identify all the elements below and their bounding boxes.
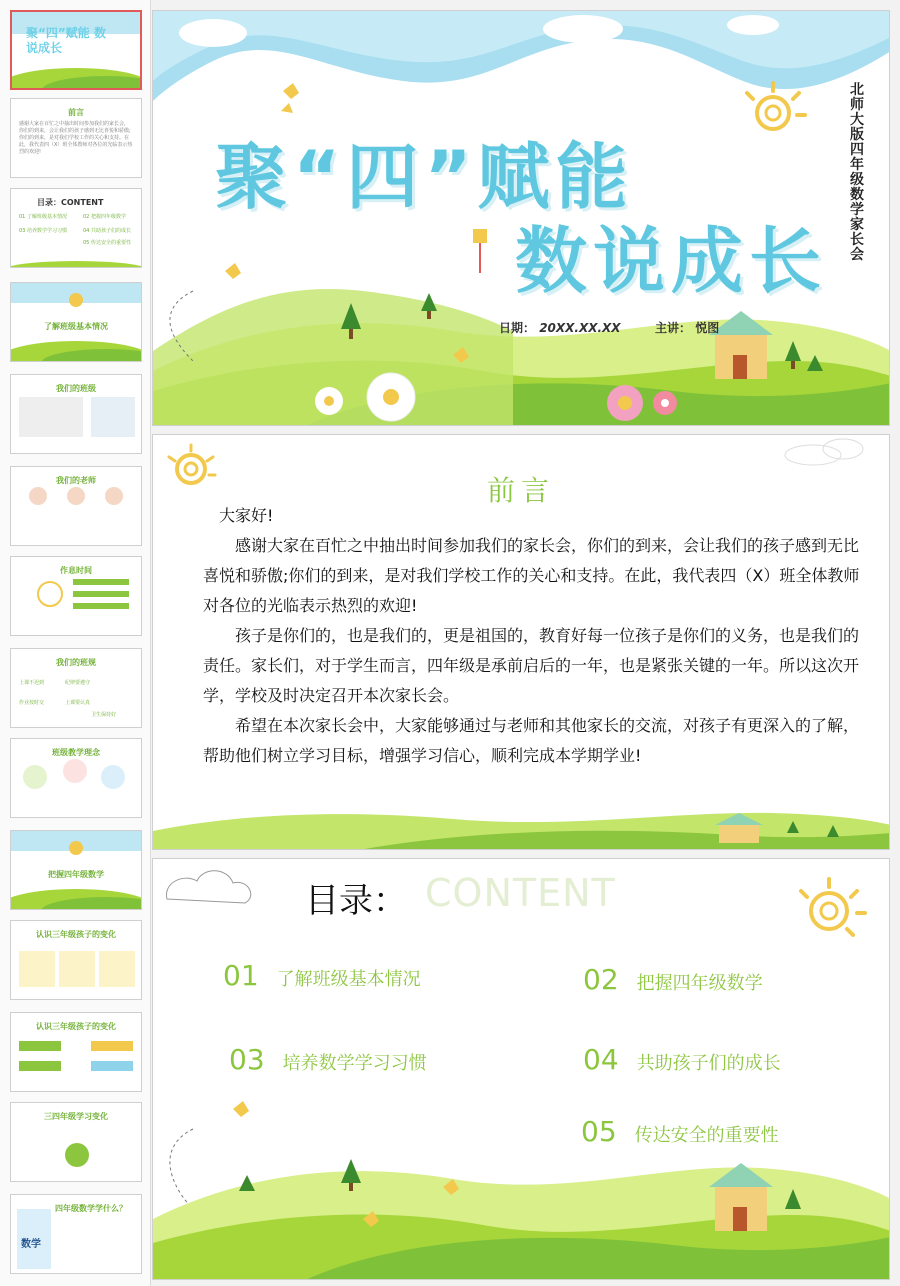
- contents-item-label: 把握四年级数学: [636, 973, 763, 994]
- contents-item-number: 04: [583, 1043, 619, 1076]
- cover-title-line2: 数说成长: [515, 219, 828, 303]
- thumb-title: 我们的班规: [56, 658, 96, 667]
- contents-item-2[interactable]: [583, 963, 763, 996]
- slide-thumbnail-5[interactable]: [10, 374, 142, 454]
- contents-item-label: 传达安全的重要性: [634, 1125, 779, 1146]
- contents-item-1[interactable]: [223, 959, 421, 992]
- thumb-rule: 纪律要遵守: [65, 680, 91, 686]
- thumb-title: 认识三年级孩子的变化: [36, 1022, 116, 1031]
- slide-thumbnail-13[interactable]: [10, 1102, 142, 1182]
- cover-date-value: 20XX.XX.XX: [539, 321, 621, 335]
- preface-paragraph: 孩子是你们的，也是我们的，更是祖国的，教育好每一位孩子是你们的义务，也是我们的责任。家长们，对于学生而言，四年级是承前启后的一年，也是紧张关键的一年。所以这次开学，学校及时决定召开本次家长会。: [203, 626, 860, 705]
- slide-thumbnail-7[interactable]: [10, 556, 142, 636]
- thumb-title: 认识三年级孩子的变化: [36, 930, 116, 939]
- slide-thumbnail-panel: [0, 0, 151, 1286]
- slide-cover[interactable]: [152, 10, 890, 426]
- cover-title-line1: 聚“四”赋能: [215, 135, 634, 219]
- slide-thumbnail-12[interactable]: [10, 1012, 142, 1092]
- thumb-title: 我们的班级: [56, 384, 96, 393]
- thumb-toc-row: 01 了解班级基本情况: [19, 214, 67, 220]
- thumb-book-label: 数学: [21, 1239, 41, 1250]
- contents-item-number: 01: [223, 959, 259, 992]
- thumb-title: 了解班级基本情况: [44, 322, 108, 331]
- cover-date: [499, 319, 621, 336]
- slide-thumbnail-1[interactable]: [10, 10, 142, 90]
- contents-item-label: 培养数学学习习惯: [282, 1053, 427, 1074]
- thumb-rule: 卫生保持好: [91, 712, 117, 718]
- preface-greeting: 大家好!: [219, 506, 274, 525]
- contents-item-label: 了解班级基本情况: [276, 969, 421, 990]
- thumb-toc-row: 04 共助孩子们的成长: [83, 228, 131, 234]
- thumb-rule: 上课不迟到: [19, 680, 45, 686]
- thumb-title: 作息时间: [60, 566, 92, 575]
- thumb-toc-row: 05 传达安全的重要性: [83, 240, 131, 246]
- preface-body: [203, 501, 873, 771]
- thumb-title: 班级教学理念: [52, 748, 100, 757]
- thumb-title: 四年级数学学什么？: [55, 1204, 127, 1213]
- thumb-title: 前言: [68, 108, 84, 117]
- preface-title: 前言: [486, 474, 555, 507]
- thumb-toc-row: 03 培养数学学习习惯: [19, 228, 67, 234]
- thumb-title: 聚“四”赋能 数说成长: [26, 26, 106, 55]
- slide-thumbnail-14[interactable]: [10, 1194, 142, 1274]
- thumb-title: 三四年级学习变化: [44, 1112, 108, 1121]
- thumb-text: 感谢大家在百忙之中抽出时间参加我们的家长会，你们的到来，会让我们的孩子感到无比喜悦和骄傲;你们的到来，是对我们学校工作的关心和支持。在此，我代表四（X）班全体教师对各位的光临表示热烈的欢迎!: [19, 121, 133, 155]
- slide-thumbnail-4[interactable]: [10, 282, 142, 362]
- slide-thumbnail-2[interactable]: [10, 98, 142, 178]
- contents-item-label: 共助孩子们的成长: [636, 1053, 781, 1074]
- contents-heading: 目录：: [305, 881, 407, 921]
- contents-item-5[interactable]: [581, 1115, 779, 1148]
- contents-item-4[interactable]: [583, 1043, 781, 1076]
- contents-item-number: 03: [229, 1043, 265, 1076]
- slide-thumbnail-3[interactable]: [10, 188, 142, 268]
- cover-date-label: 日期：: [499, 321, 536, 335]
- cover-speaker-label: 主讲：: [655, 321, 692, 335]
- slide-thumbnail-6[interactable]: [10, 466, 142, 546]
- slide-thumbnail-10[interactable]: [10, 830, 142, 910]
- slide-thumbnail-11[interactable]: [10, 920, 142, 1000]
- slide-preface[interactable]: [152, 434, 890, 850]
- preface-paragraph: 感谢大家在百忙之中抽出时间参加我们的家长会，你们的到来，会让我们的孩子感到无比喜悦和骄傲;你们的到来，是对我们学校工作的关心和支持。在此，我代表四（X）班全体教师对各位的光临表示热烈的欢迎!: [203, 536, 860, 615]
- preface-paragraph: 希望在本次家长会中，大家能够通过与老师和其他家长的交流，对孩子有更深入的了解，帮助他们树立学习目标，增强学习信心，顺利完成本学期学业!: [203, 716, 860, 765]
- thumb-rule: 上课要认真: [65, 700, 91, 706]
- thumb-title: 目录：CONTENT: [37, 198, 104, 207]
- thumb-rule: 作业按时交: [19, 700, 45, 706]
- cover-vertical-caption: 北师大版四年级数学家长会: [850, 82, 864, 263]
- slide-contents[interactable]: [152, 858, 890, 1280]
- contents-heading-en: CONTENT: [425, 871, 616, 915]
- contents-item-number: 02: [583, 963, 619, 996]
- thumb-title: 我们的老师: [56, 476, 96, 485]
- slide-thumbnail-9[interactable]: [10, 738, 142, 818]
- contents-item-number: 05: [581, 1115, 617, 1148]
- slide-thumbnail-8[interactable]: [10, 648, 142, 728]
- thumb-toc-row: 02 把握四年级数学: [83, 214, 126, 220]
- cover-speaker-value: 悦图: [695, 321, 720, 335]
- contents-item-3[interactable]: [229, 1043, 427, 1076]
- thumb-title: 把握四年级数学: [48, 870, 104, 879]
- cover-speaker: [655, 319, 719, 336]
